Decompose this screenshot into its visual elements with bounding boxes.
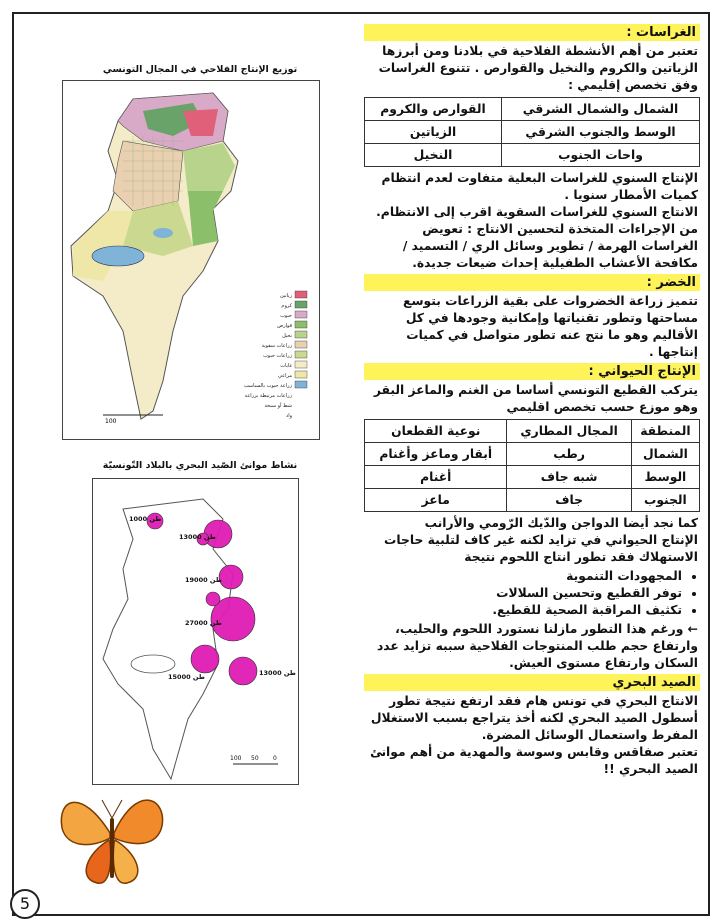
vegetables-heading: الخضر : <box>364 274 700 291</box>
scale-label: 50 <box>251 755 259 762</box>
butterfly-illustration <box>52 778 172 897</box>
table-header-cell: المجال المطاري <box>507 420 631 443</box>
table-header-cell: نوعية القطعان <box>365 420 507 443</box>
table-row <box>365 489 700 512</box>
scale-label: 0 <box>273 755 277 762</box>
map2-title: نشاط موانئ الصّيد البحري بالبلاد التّونسيّة <box>102 460 298 471</box>
table-row <box>365 466 700 489</box>
legend-item: زراعة حبوب بالسباسب <box>244 383 292 389</box>
legend-item: نخيل <box>282 333 292 339</box>
orchards-p1: الإنتاج السنوي للغراسات البعلية متفاوت لعدم انتظام كميات الأمطار سنويا . <box>381 171 698 202</box>
table-row <box>365 443 700 466</box>
table-header-row <box>365 420 700 443</box>
list-item: • المجهودات التنموية <box>364 568 682 585</box>
legend-item: كروم <box>281 303 292 309</box>
fishing-heading: الصيد البحري <box>364 674 700 691</box>
table-cell: النخيل <box>365 144 502 167</box>
table-row <box>365 144 700 167</box>
legend-item: قوارص <box>277 323 292 329</box>
table-cell: الزياتين <box>365 121 502 144</box>
port-value: 13000 طن <box>259 669 296 677</box>
tunisia-agriculture-map-graphic <box>63 81 319 439</box>
livestock-p2: الإنتاج الحيواني في تزايد لكنه غير كاف لتلبية حاجات الاستهلاك فقد تطور انتاج اللحوم نتيجة <box>384 533 698 564</box>
table-cell: واحات الجنوب <box>502 144 700 167</box>
port-value: 1000 طن <box>129 515 162 523</box>
vegetables-text: تتميز زراعة الخضروات على بقية الزراعات بتوسع مساحتها وتطور تقنياتها وإمكانية وجودها في كل الأقاليم وهو ما نتج عنه تطور متواصل في كميات إنتاجها . <box>403 294 698 359</box>
fishing-ports-map <box>92 478 299 785</box>
table-cell: الشمال <box>631 443 699 466</box>
legend-item: زراعات مرتبطة بزراعة <box>244 393 292 399</box>
table-cell: الشمال والشمال الشرقي <box>502 98 700 121</box>
legend-item: مراعي <box>278 373 292 379</box>
port-value: 27000 طن <box>185 619 222 627</box>
livestock-p3: ← ورغم هذا التطور مازلنا نستورد اللحوم والحليب، وارتفاع حجم طلب المنتوجات الفلاحية سببه تزايد عدد السكان وارتفاع مستوى العيش. <box>376 622 698 670</box>
fishing-p1: الانتاج البحري في تونس هام فقد ارتفع نتيجة تطور أسطول الصيد البحري لكنه أخذ يتراجع بسبب الاستغلال المفرط واستعمال الوسائل المضرة. <box>370 694 698 742</box>
port-value: 15000 طن <box>168 673 205 681</box>
livestock-table <box>364 419 700 512</box>
orchards-heading: الغراسات : <box>364 24 700 41</box>
port-value: 13000 طن <box>179 533 216 541</box>
list-item: • تكثيف المراقبة الصحية للقطيع. <box>364 602 682 619</box>
table-cell: ماعز <box>365 489 507 512</box>
livestock-heading: الإنتاج الحيواني : <box>364 363 700 380</box>
table-cell: شبه جاف <box>507 466 631 489</box>
table-cell: جاف <box>507 489 631 512</box>
table-cell: رطب <box>507 443 631 466</box>
livestock-bullets <box>364 568 682 619</box>
table-header-cell: المنطقة <box>631 420 699 443</box>
orchards-p3: من الإجراءات المتخذة لتحسين الانتاج : تعويض الغراسات الهرمة / تطوير وسائل الري / التسميد /مكافحة الأعشاب الطفيلية إحداث ضيعات جديدة. <box>402 222 698 270</box>
legend-item: شط أو سبخة <box>264 403 292 409</box>
fishing-ports-map-graphic <box>93 479 298 784</box>
orchards-table <box>364 97 700 167</box>
livestock-intro: يتركب القطيع التونسي أساسا من الغنم والماعز البقر وهو موزع حسب تخصص اقليمي <box>373 383 698 414</box>
orchards-p2: الانتاج السنوي للغراسات السقوية اقرب إلى الانتظام. <box>376 205 698 219</box>
list-item: • توفر القطيع وتحسين السلالات <box>364 585 682 602</box>
fishing-p2: تعتبر صفاقس وقابس وسوسة والمهدية من أهم موانئ الصيد البحري !! <box>370 745 698 776</box>
livestock-p1: كما نجد أيضا الدواجن والدّيك الرّومي والأرانب <box>424 516 698 530</box>
table-cell: الجنوب <box>631 489 699 512</box>
table-cell: القوارص والكروم <box>365 98 502 121</box>
map1-title: توزيع الإنتاج الفلاحي في المجال التونسي <box>102 64 298 75</box>
legend-item: زراعات سقوية <box>261 343 292 349</box>
legend-item: حبوب <box>280 313 292 319</box>
legend-item: غابات <box>280 363 292 369</box>
map1-scale: 100 <box>105 418 117 425</box>
table-cell: الوسط والجنوب الشرقي <box>502 121 700 144</box>
orchards-intro: تعتبر من أهم الأنشطة الفلاحية في بلادنا ومن أبرزها الزياتين والكروم والنخيل والقوارص . تتنوع الغراسات وفق تخصص إقليمي : <box>378 44 698 92</box>
legend-item: واد <box>285 413 292 419</box>
legend-item: زراعات حبوب <box>263 353 292 359</box>
port-value: 19000 طن <box>185 576 222 584</box>
table-row <box>365 121 700 144</box>
legend-item: زياتين <box>279 293 292 299</box>
table-cell: أغنام <box>365 466 507 489</box>
table-cell: أبقار وماعز وأغنام <box>365 443 507 466</box>
table-cell: الوسط <box>631 466 699 489</box>
table-row <box>365 98 700 121</box>
scale-label: 100 <box>230 755 242 762</box>
page-number: 5 <box>10 889 40 919</box>
text-column <box>364 22 700 778</box>
agriculture-map <box>62 80 320 440</box>
